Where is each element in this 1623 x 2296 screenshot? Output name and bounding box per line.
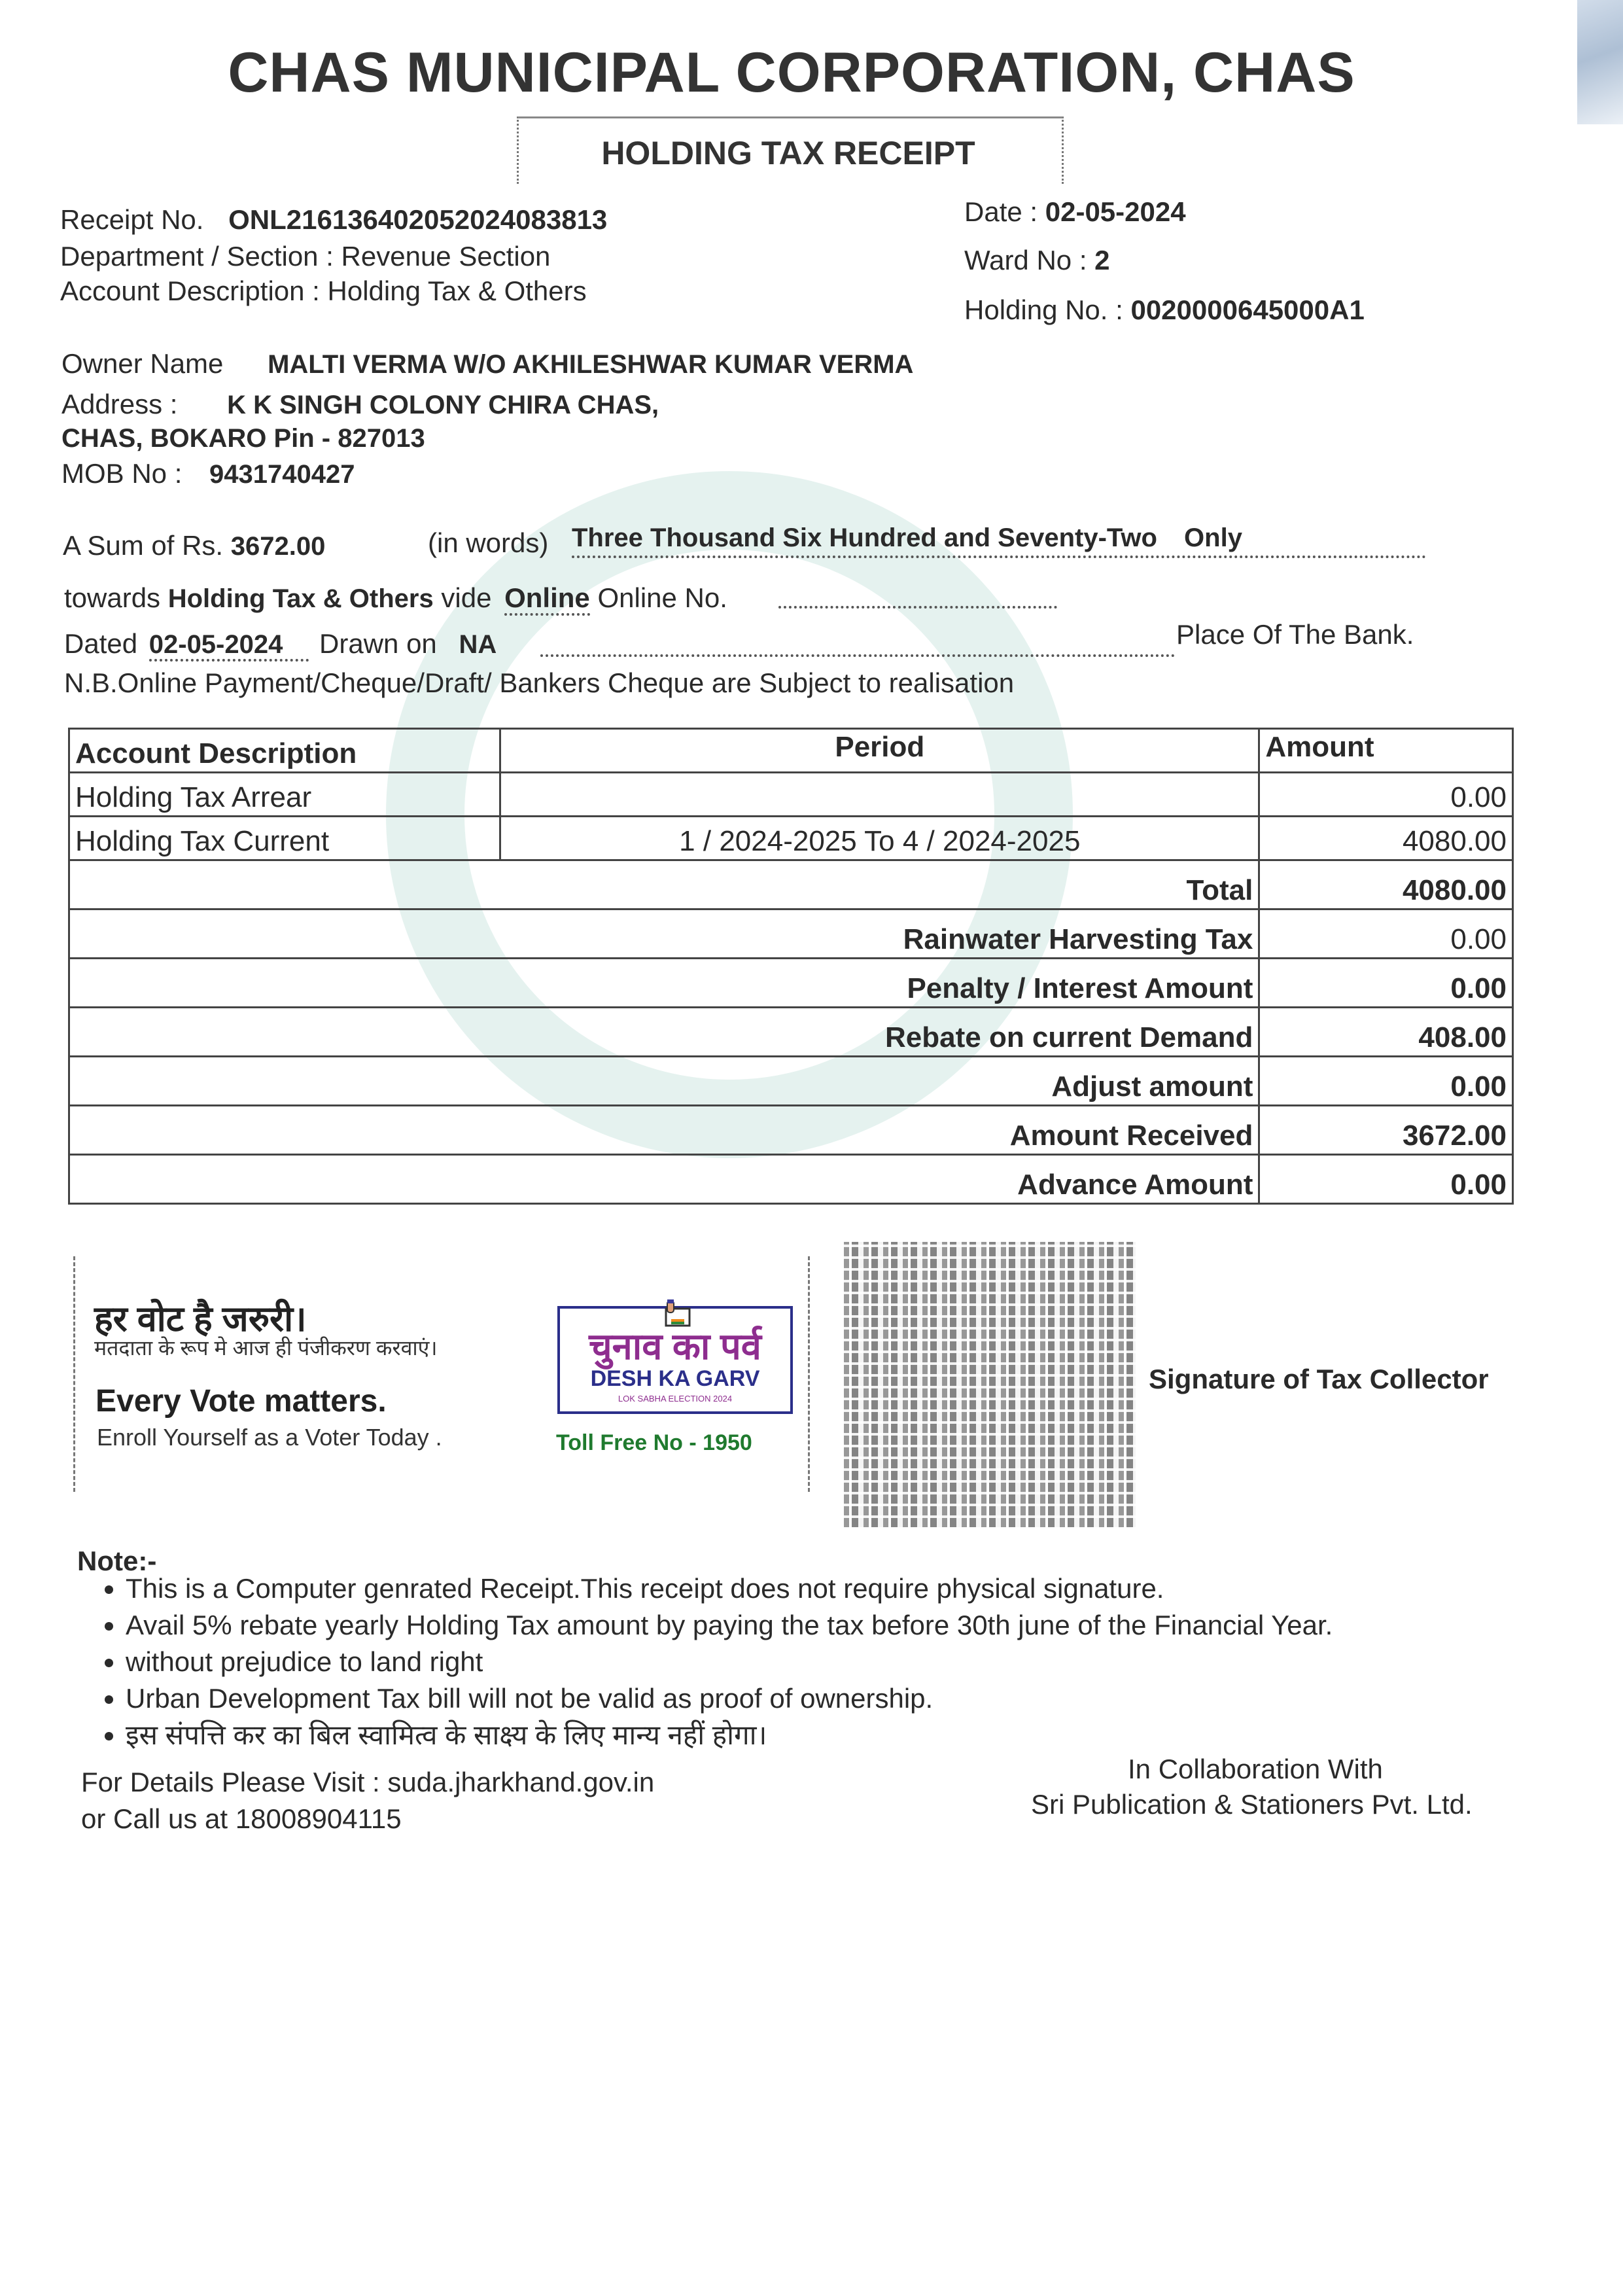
row-amount: 4080.00 — [1259, 817, 1513, 860]
mobile-label: MOB No : — [61, 458, 183, 489]
summary-label: Advance Amount — [69, 1155, 1259, 1204]
summary-amount: 408.00 — [1259, 1008, 1513, 1057]
receipt-date: 02-05-2024 — [1045, 196, 1186, 227]
summary-row-advance — [69, 1155, 1513, 1204]
notes-list — [84, 1570, 1333, 1754]
summary-row-penalty — [69, 959, 1513, 1008]
qr-code — [844, 1242, 1136, 1527]
towards-label: towards — [64, 582, 161, 613]
summary-label: Total — [69, 860, 1259, 910]
collaboration-partner: Sri Publication & Stationers Pvt. Ltd. — [1031, 1789, 1473, 1820]
department-section: Department / Section : Revenue Section — [60, 241, 551, 272]
summary-row-total — [69, 860, 1513, 910]
summary-amount: 3672.00 — [1259, 1106, 1513, 1155]
summary-amount: 0.00 — [1259, 910, 1513, 959]
dated-label: Dated — [64, 628, 138, 659]
scan-edge-decoration — [1577, 0, 1623, 124]
summary-row-rainwater — [69, 910, 1513, 959]
mode-number-label: Online No. — [597, 582, 727, 613]
ward-number: 2 — [1094, 245, 1110, 275]
receipt-number-row — [60, 204, 607, 236]
summary-row-received — [69, 1106, 1513, 1155]
mobile-row — [61, 458, 355, 489]
online-number-blank — [778, 606, 1057, 609]
election-badge — [557, 1306, 793, 1414]
note-item: • This is a Computer genrated Receipt.This receipt does not require physical signature. — [126, 1570, 1333, 1607]
summary-row-adjust — [69, 1057, 1513, 1106]
account-description: Account Description : Holding Tax & Others — [60, 275, 587, 306]
summary-amount: 0.00 — [1259, 959, 1513, 1008]
details-visit: For Details Please Visit : suda.jharkhand.gov.in — [81, 1767, 655, 1797]
row-period — [500, 773, 1259, 817]
toll-free-number: Toll Free No - 1950 — [556, 1430, 752, 1455]
mobile-number: 9431740427 — [209, 460, 355, 489]
vote-hindi-title: हर वोट है जरुरी। — [94, 1299, 307, 1339]
receipt-number: ONL216136402052024083813 — [228, 204, 608, 235]
owner-name-label: Owner Name — [61, 348, 224, 379]
ward-row — [964, 245, 1110, 276]
table-row — [69, 773, 1513, 817]
note-item: • इस संपत्ति कर का बिल स्वामित्व के साक्ष्य के लिए मान्य नहीं होगा। — [126, 1717, 1333, 1754]
address-line-1: K K SINGH COLONY CHIRA CHAS, — [227, 391, 659, 419]
towards-value: Holding Tax & Others — [167, 584, 434, 613]
row-description: Holding Tax Arrear — [69, 773, 500, 817]
owner-name: MALTI VERMA W/O AKHILESHWAR KUMAR VERMA — [268, 350, 914, 379]
badge-small-text: LOK SABHA ELECTION 2024 — [618, 1394, 733, 1404]
receipt-title: HOLDING TAX RECEIPT — [601, 135, 975, 171]
payment-mode: Online — [504, 582, 590, 616]
summary-label: Adjust amount — [69, 1057, 1259, 1106]
note-item: • Urban Development Tax bill will not be valid as proof of ownership. — [126, 1680, 1333, 1717]
holding-label: Holding No. : — [964, 294, 1123, 325]
owner-row — [61, 348, 913, 380]
words-label: (in words) — [428, 527, 549, 558]
address-line-2: CHAS, BOKARO Pin - 827013 — [61, 424, 425, 453]
address-row — [61, 389, 659, 420]
sum-amount: 3672.00 — [230, 532, 326, 561]
ward-label: Ward No : — [964, 245, 1087, 275]
header-account-description: Account Description — [69, 729, 500, 773]
note-item: • without prejudice to land right — [126, 1644, 1333, 1680]
call-number: or Call us at 18008904115 — [81, 1803, 402, 1834]
bank-place-blank — [540, 654, 1175, 657]
drawn-on-value: NA — [459, 630, 497, 659]
summary-amount: 4080.00 — [1259, 860, 1513, 910]
sum-label: A Sum of Rs. — [63, 530, 224, 561]
vote-hindi-subtitle: मतदाता के रूप मे आज ही पंजीकरण करवाएं। — [94, 1336, 438, 1360]
collaboration-label: In Collaboration With — [1128, 1754, 1383, 1784]
vide-label: vide — [441, 582, 492, 613]
drawn-on-label: Drawn on — [319, 628, 437, 659]
row-amount: 0.00 — [1259, 773, 1513, 817]
notes-heading: Note:- — [77, 1545, 157, 1576]
badge-english-text: DESH KA GARV — [590, 1366, 760, 1391]
summary-label: Rainwater Harvesting Tax — [69, 910, 1259, 959]
address-label: Address : — [61, 389, 178, 419]
note-item: • Avail 5% rebate yearly Holding Tax amount by paying the tax before 30th june of the Financial Year. — [126, 1607, 1333, 1644]
holding-row — [964, 294, 1365, 326]
signature-label: Signature of Tax Collector — [1149, 1364, 1489, 1394]
words-only: Only — [1184, 523, 1242, 552]
header-amount: Amount — [1259, 729, 1513, 773]
dated-row — [64, 628, 497, 660]
tax-table — [68, 728, 1514, 1205]
date-row — [964, 196, 1186, 228]
place-of-bank-label: Place Of The Bank. — [1176, 619, 1414, 650]
header-period: Period — [500, 729, 1259, 773]
amount-in-words-row — [572, 523, 1426, 558]
row-description: Holding Tax Current — [69, 817, 500, 860]
receipt-number-label: Receipt No. — [60, 204, 204, 235]
summary-amount: 0.00 — [1259, 1155, 1513, 1204]
sum-label-row — [63, 530, 325, 561]
corporation-title: CHAS MUNICIPAL CORPORATION, CHAS — [228, 41, 1355, 104]
badge-hindi-text: चुनाव का पर्व — [589, 1326, 761, 1367]
towards-row — [64, 582, 727, 614]
summary-label: Penalty / Interest Amount — [69, 959, 1259, 1008]
vote-english-title: Every Vote matters. — [96, 1384, 387, 1419]
amount-in-words: Three Thousand Six Hundred and Seventy-Two — [572, 523, 1157, 552]
date-label: Date : — [964, 196, 1038, 227]
summary-label: Amount Received — [69, 1106, 1259, 1155]
summary-label: Rebate on current Demand — [69, 1008, 1259, 1057]
realisation-note: N.B.Online Payment/Cheque/Draft/ Bankers Cheque are Subject to realisation — [64, 667, 1015, 698]
summary-amount: 0.00 — [1259, 1057, 1513, 1106]
vote-english-subtitle: Enroll Yourself as a Voter Today . — [97, 1424, 442, 1451]
holding-number: 0020000645000A1 — [1130, 294, 1365, 325]
table-row — [69, 817, 1513, 860]
row-period: 1 / 2024-2025 To 4 / 2024-2025 — [500, 817, 1259, 860]
summary-row-rebate — [69, 1008, 1513, 1057]
dated-value: 02-05-2024 — [149, 630, 309, 662]
table-header-row — [69, 729, 1513, 773]
